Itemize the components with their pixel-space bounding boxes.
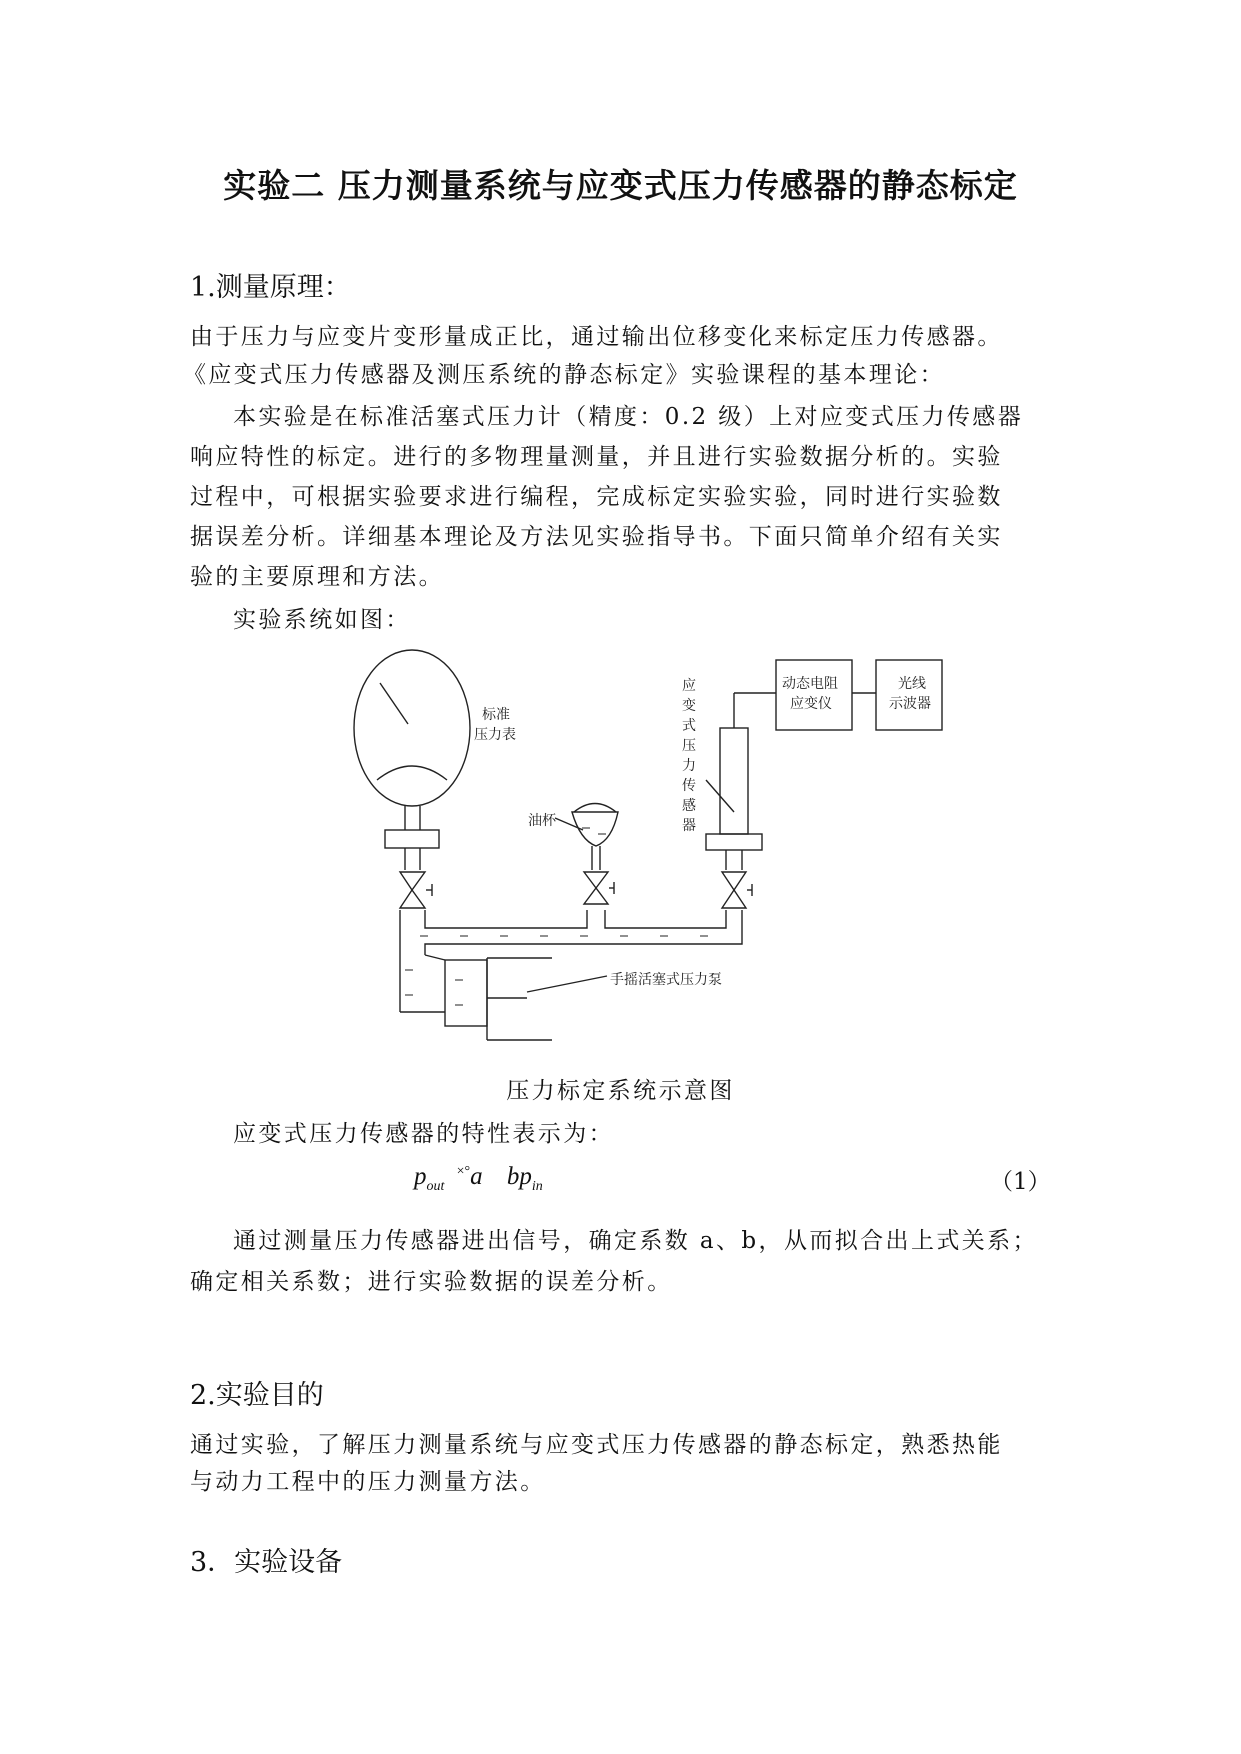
section-1-heading: 1.测量原理： [190, 272, 351, 303]
paragraph-line: 验的主要原理和方法。 [190, 564, 444, 590]
paragraph-line: 本实验是在标准活塞式压力计（精度：0.2 级）上对应变式压力传感器 [233, 404, 1024, 430]
oil-cup-label: 油杯 [528, 813, 556, 829]
section-3-heading: 3．实验设备 [190, 1547, 343, 1578]
paragraph-line: 据误差分析。详细基本理论及方法见实验指导书。下面只简单介绍有关实 [190, 524, 1003, 550]
formula-number: （1） [990, 1169, 1051, 1195]
svg-text:式: 式 [682, 718, 696, 734]
gauge-arc [377, 766, 447, 780]
svg-text:变: 变 [682, 698, 696, 714]
paragraph-line: 《应变式压力传感器及测压系统的静态标定》实验课程的基本理论： [183, 362, 945, 388]
sensor-label [682, 678, 696, 834]
sensor-valve-top [722, 872, 746, 890]
oil-cup-lid [574, 804, 616, 813]
paragraph-line: 确定相关系数；进行实验数据的误差分析。 [190, 1269, 673, 1295]
svg-text:传: 传 [682, 778, 696, 794]
pipeline [400, 910, 742, 1012]
oscilloscope-box [876, 660, 942, 730]
svg-text:器: 器 [682, 818, 696, 834]
section-2-heading: 2.实验目的 [190, 1380, 324, 1411]
page-title: 实验二 压力测量系统与应变式压力传感器的静态标定 [223, 166, 1018, 205]
paragraph-line: 通过实验，了解压力测量系统与应变式压力传感器的静态标定，熟悉热能 [190, 1432, 1003, 1458]
formula-intro: 应变式压力传感器的特性表示为： [233, 1121, 614, 1147]
sensor-valve-bottom [722, 890, 746, 908]
pressure-gauge-dial [354, 650, 470, 806]
gauge-fitting [385, 830, 439, 848]
paragraph-line: 通过测量压力传感器进出信号，确定系数 a、b，从而拟合出上式关系； [233, 1228, 1038, 1254]
paragraph-line: 与动力工程中的压力测量方法。 [190, 1469, 546, 1495]
pump-label: 手摇活塞式压力泵 [610, 972, 722, 988]
pump-cylinder [445, 960, 487, 1026]
gauge-valve-bottom [400, 890, 425, 908]
gauge-label-1: 标准 [482, 707, 510, 723]
oil-valve-top [584, 872, 608, 888]
oscilloscope-label-2: 示波器 [889, 696, 931, 712]
paragraph-line: 过程中，可根据实验要求进行编程，完成标定实验实验，同时进行实验数 [190, 484, 1003, 510]
gauge-label-2: 压力表 [474, 727, 516, 743]
svg-text:压: 压 [682, 738, 696, 754]
formula-operator-glyph: ×° [456, 1163, 471, 1179]
sensor-body [720, 728, 748, 834]
oscilloscope-label-1: 光线 [898, 676, 926, 692]
gauge-valve-top [400, 872, 425, 890]
formula-expression: $p_{out}$ ×°a $bp_{in}$ [414, 1163, 543, 1194]
strain-meter-box [776, 660, 852, 730]
sensor-fitting [706, 834, 762, 850]
paragraph-line: 实验系统如图： [233, 607, 411, 633]
gauge-needle [380, 683, 408, 724]
figure-caption: 压力标定系统示意图 [506, 1078, 735, 1104]
strain-meter-label-2: 应变仪 [790, 696, 832, 712]
paragraph-line: 由于压力与应变片变形量成正比，通过输出位移变化来标定压力传感器。 [190, 324, 1003, 350]
svg-text:应: 应 [682, 678, 696, 694]
strain-meter-label-1: 动态电阻 [782, 676, 838, 692]
oil-valve-bottom [584, 888, 608, 904]
svg-text:力: 力 [682, 758, 696, 774]
svg-text:感: 感 [682, 798, 696, 814]
paragraph-line: 响应特性的标定。进行的多物理量测量，并且进行实验数据分析的。实验 [190, 444, 1003, 470]
